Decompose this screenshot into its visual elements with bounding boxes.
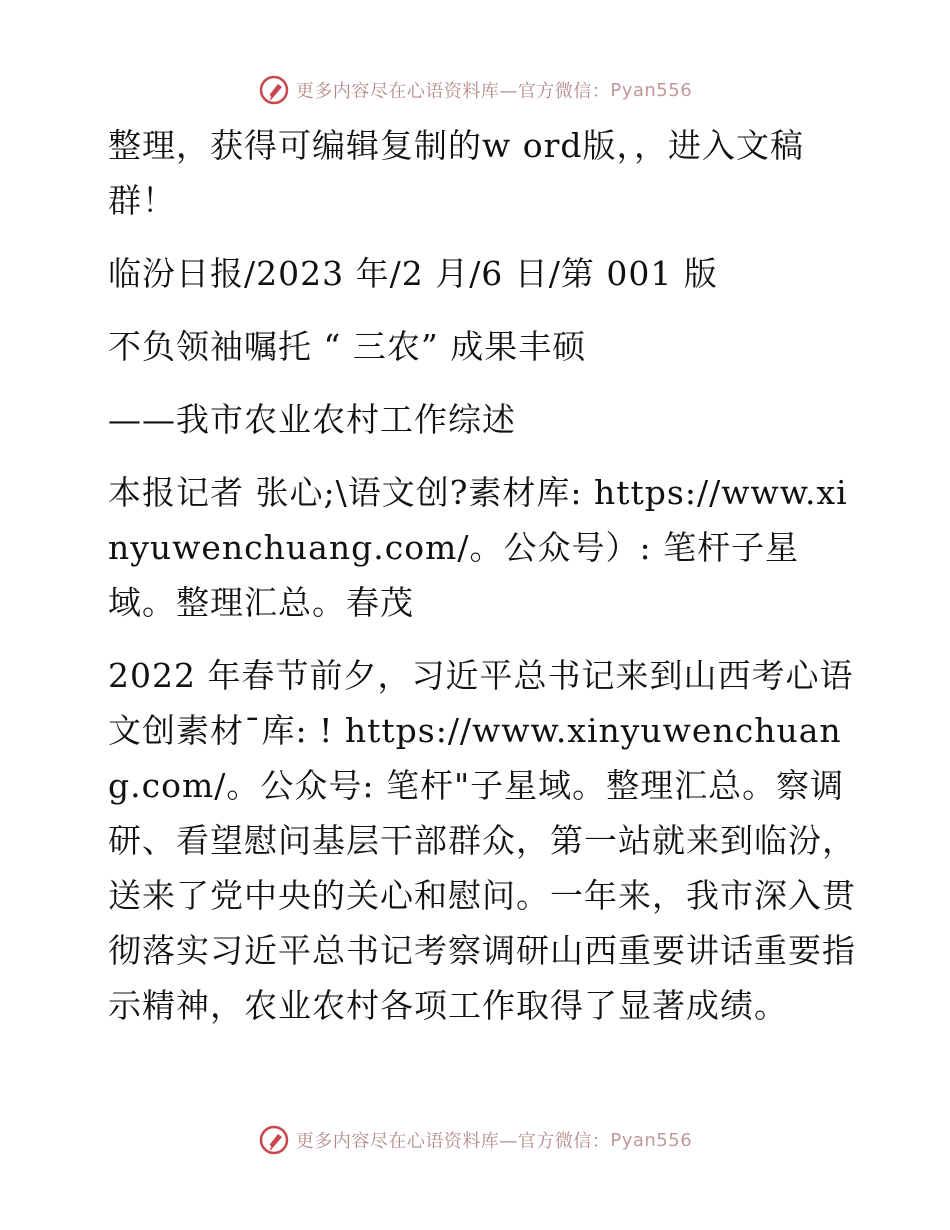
footer-watermark-banner: [0, 1120, 950, 1160]
header-watermark-banner: [0, 70, 950, 110]
article-subtitle: ——我市农业农村工作综述: [108, 400, 516, 439]
article-body: [96, 118, 856, 1051]
banner-text: 更多内容尽在心语资料库—官方微信：: [295, 81, 611, 102]
banner-wechat-id: Pyan556: [610, 79, 693, 101]
banner-text: 更多内容尽在心语资料库—官方微信：: [295, 1131, 611, 1152]
pen-nib-circle-icon: [258, 1124, 290, 1156]
byline: 本报记者 张心;\语文创?素材库: https://www.xinyuwenchuang.com/。公众号）: 笔杆子星域。整理汇总。春茂: [108, 473, 848, 622]
banner-wechat-id: Pyan556: [610, 1129, 693, 1151]
pen-nib-circle-icon: [258, 74, 290, 106]
article-title: 不负领袖嘱托 “ 三农” 成果丰硕: [108, 327, 587, 366]
intro-line: 整理，获得可编辑复制的w ord版，，进入文稿群！: [108, 126, 805, 220]
source-line: 临汾日报/2023 年/2 月/6 日/第 001 版: [108, 254, 718, 293]
body-paragraph: 2022 年春节前夕，习近平总书记来到山西考心语文创素材¯库: ! https://www.xinyuwenchuang.com/。公众号: 笔杆"子星域。整理汇总。察调研、看望慰问基层干部群众，第一站就来到临汾，送来了党中央的关心和慰问。一年来，我市深入贯彻落实习近平总书记考察调研山西重要讲话重要指示精神，农业农村各项工作取得了显著成绩。: [108, 656, 856, 1025]
